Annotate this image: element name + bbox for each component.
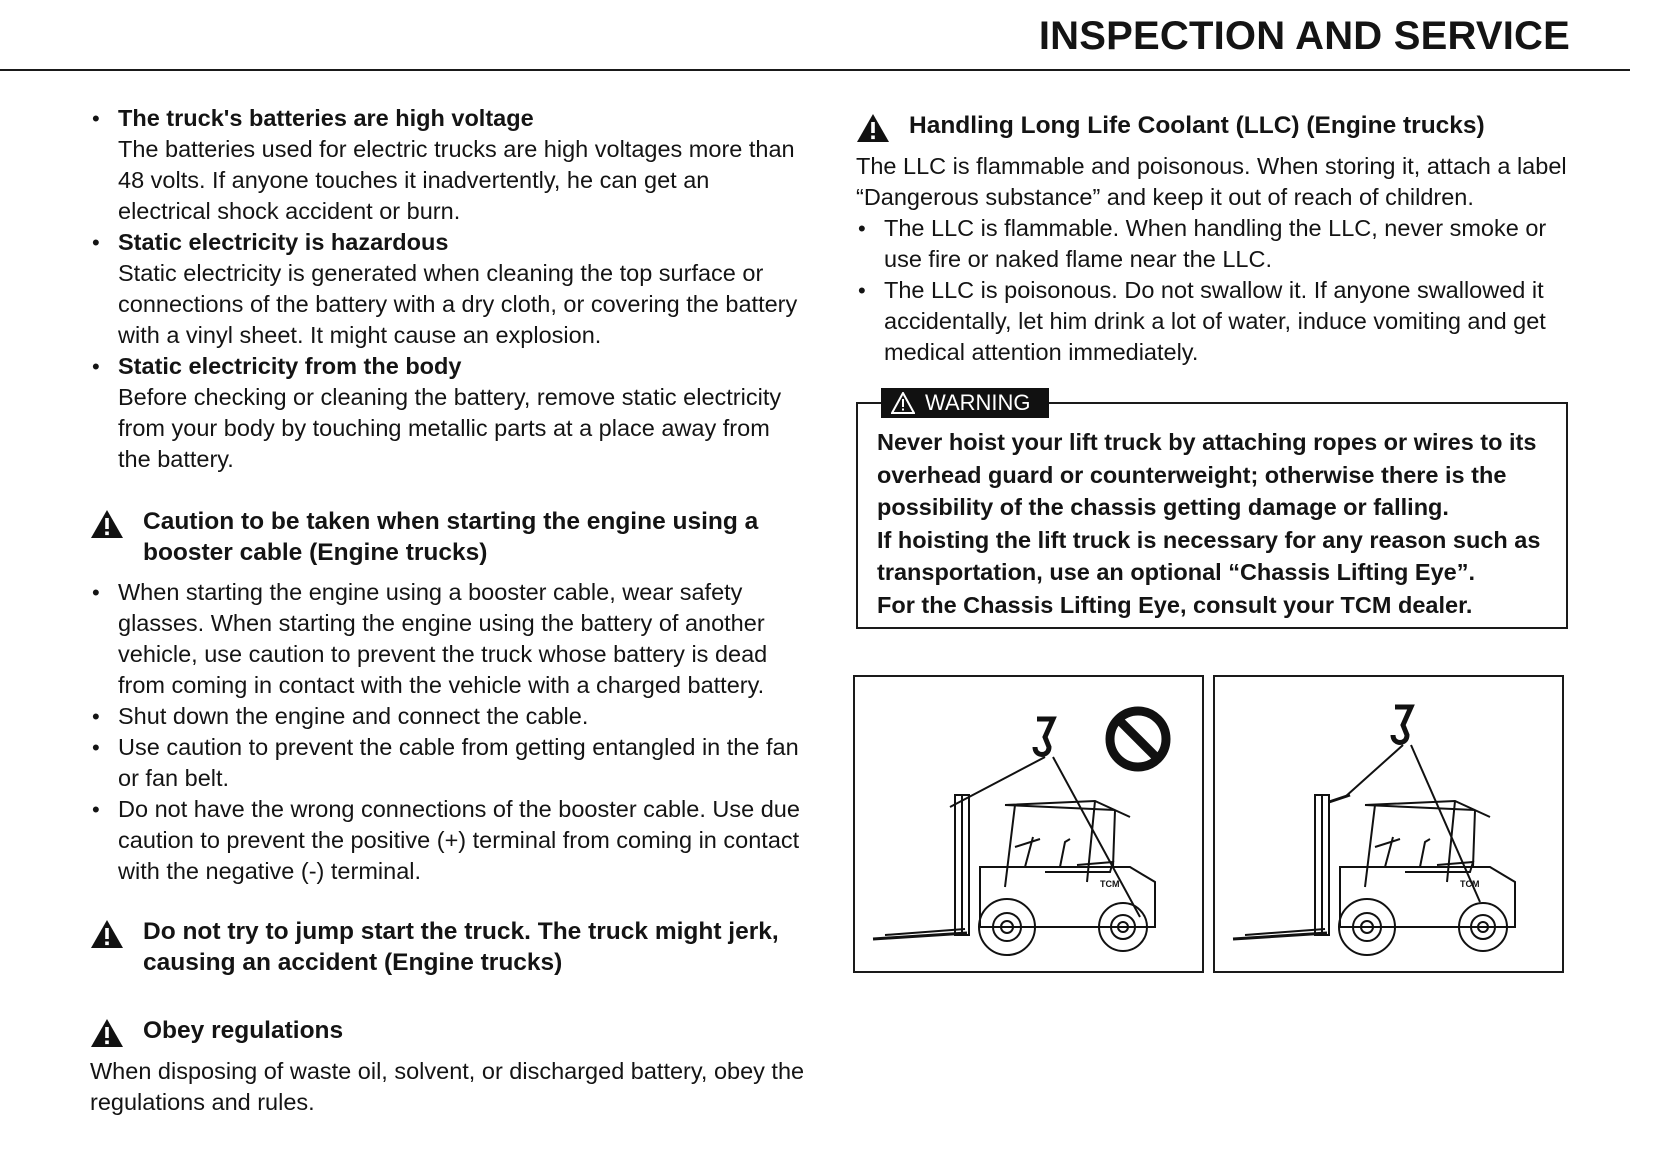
heading-text: Caution to be taken when starting the engine using a booster cable (Engine trucks) bbox=[143, 508, 759, 566]
bullet-body: Static electricity is generated when cleaning the top surface or connections of the battery with a dry cloth, or covering the battery with a vinyl sheet. It might cause an explosion. bbox=[118, 260, 798, 348]
figure-wrong-hoisting bbox=[853, 675, 1204, 973]
tcm-mark: TCM bbox=[1100, 879, 1120, 889]
heading-text: Do not try to jump start the truck. The truck might jerk, causing an accident (Engine trucks) bbox=[143, 918, 779, 976]
figure-correct-hoisting bbox=[1213, 675, 1564, 973]
tcm-mark: TCM bbox=[1460, 879, 1480, 889]
bullet-title: • Static electricity is hazardous bbox=[118, 229, 449, 255]
list-item: • Shut down the engine and connect the cable. bbox=[90, 701, 806, 732]
forklift-illustration bbox=[855, 677, 1202, 971]
list-item bbox=[90, 227, 806, 351]
heading-text: Obey regulations bbox=[143, 1017, 344, 1044]
bullet-title: • The truck's batteries are high voltage bbox=[118, 105, 534, 131]
regulations-heading bbox=[90, 1015, 806, 1046]
warning-triangle-icon bbox=[891, 392, 915, 414]
regulations-body: When disposing of waste oil, solvent, or discharged battery, obey the regulations and rules. bbox=[90, 1058, 805, 1115]
bullet-body: The batteries used for electric trucks are high voltages more than 48 volts. If anyone touches it inadvertently, he can get an electrical shock accident or burn. bbox=[118, 136, 795, 224]
jump-start-heading bbox=[90, 916, 806, 978]
list-item: • Do not have the wrong connections of the booster cable. Use due caution to prevent the positive (+) terminal from coming in contact with the negative (-) terminal. bbox=[90, 794, 806, 887]
warning-triangle-icon bbox=[90, 509, 124, 539]
llc-intro: The LLC is flammable and poisonous. When storing it, attach a label “Dangerous substance” and keep it out of reach of children. bbox=[856, 153, 1567, 210]
booster-cable-heading bbox=[90, 506, 806, 568]
list-item: • The LLC is flammable. When handling the LLC, never smoke or use fire or naked flame near the LLC. bbox=[856, 213, 1568, 275]
warning-triangle-icon bbox=[90, 919, 124, 949]
list-item: • When starting the engine using a booster cable, wear safety glasses. When starting the engine using the battery of another vehicle, use caution to prevent the truck whose battery is dead from coming in contact with the vehicle with a charged battery. bbox=[90, 577, 806, 701]
bullet-title: • Static electricity from the body bbox=[118, 353, 462, 379]
warning-triangle-icon bbox=[90, 1018, 124, 1048]
warning-badge bbox=[881, 388, 1049, 418]
heading-text: Handling Long Life Coolant (LLC) (Engine trucks) bbox=[909, 112, 1485, 139]
battery-hazard-list bbox=[90, 103, 806, 475]
list-item: • The LLC is poisonous. Do not swallow it. If anyone swallowed it accidentally, let him drink a lot of water, induce vomiting and get medical attention immediately. bbox=[856, 275, 1568, 368]
forklift-illustration bbox=[1215, 677, 1562, 971]
list-item: • Use caution to prevent the cable from getting entangled in the fan or fan belt. bbox=[90, 732, 806, 794]
warning-box bbox=[856, 390, 1568, 629]
warning-triangle-icon bbox=[856, 113, 890, 143]
right-column bbox=[856, 110, 1568, 629]
booster-cable-list bbox=[90, 577, 806, 887]
list-item bbox=[90, 103, 806, 227]
warning-line: Never hoist your lift truck by attaching ropes or wires to its overhead guard or counterweight; otherwise there is the possibility of the chassis getting damage or falling. bbox=[877, 429, 1537, 520]
prohibited-icon bbox=[1110, 711, 1166, 767]
warning-line: For the Chassis Lifting Eye, consult your TCM dealer. bbox=[877, 591, 1473, 618]
page-title: INSPECTION AND SERVICE bbox=[1038, 14, 1570, 58]
left-column bbox=[90, 103, 806, 1118]
llc-heading bbox=[856, 110, 1568, 141]
hoisting-figures bbox=[853, 675, 1565, 971]
list-item bbox=[90, 351, 806, 475]
bullet-body: Before checking or cleaning the battery, remove static electricity from your body by touching metallic parts at a place away from the battery. bbox=[118, 384, 782, 472]
llc-list bbox=[856, 213, 1568, 368]
warning-line: If hoisting the lift truck is necessary for any reason such as transportation, use an optional “Chassis Lifting Eye”. bbox=[877, 526, 1541, 585]
warning-label: WARNING bbox=[925, 390, 1031, 415]
header-rule bbox=[0, 69, 1630, 71]
